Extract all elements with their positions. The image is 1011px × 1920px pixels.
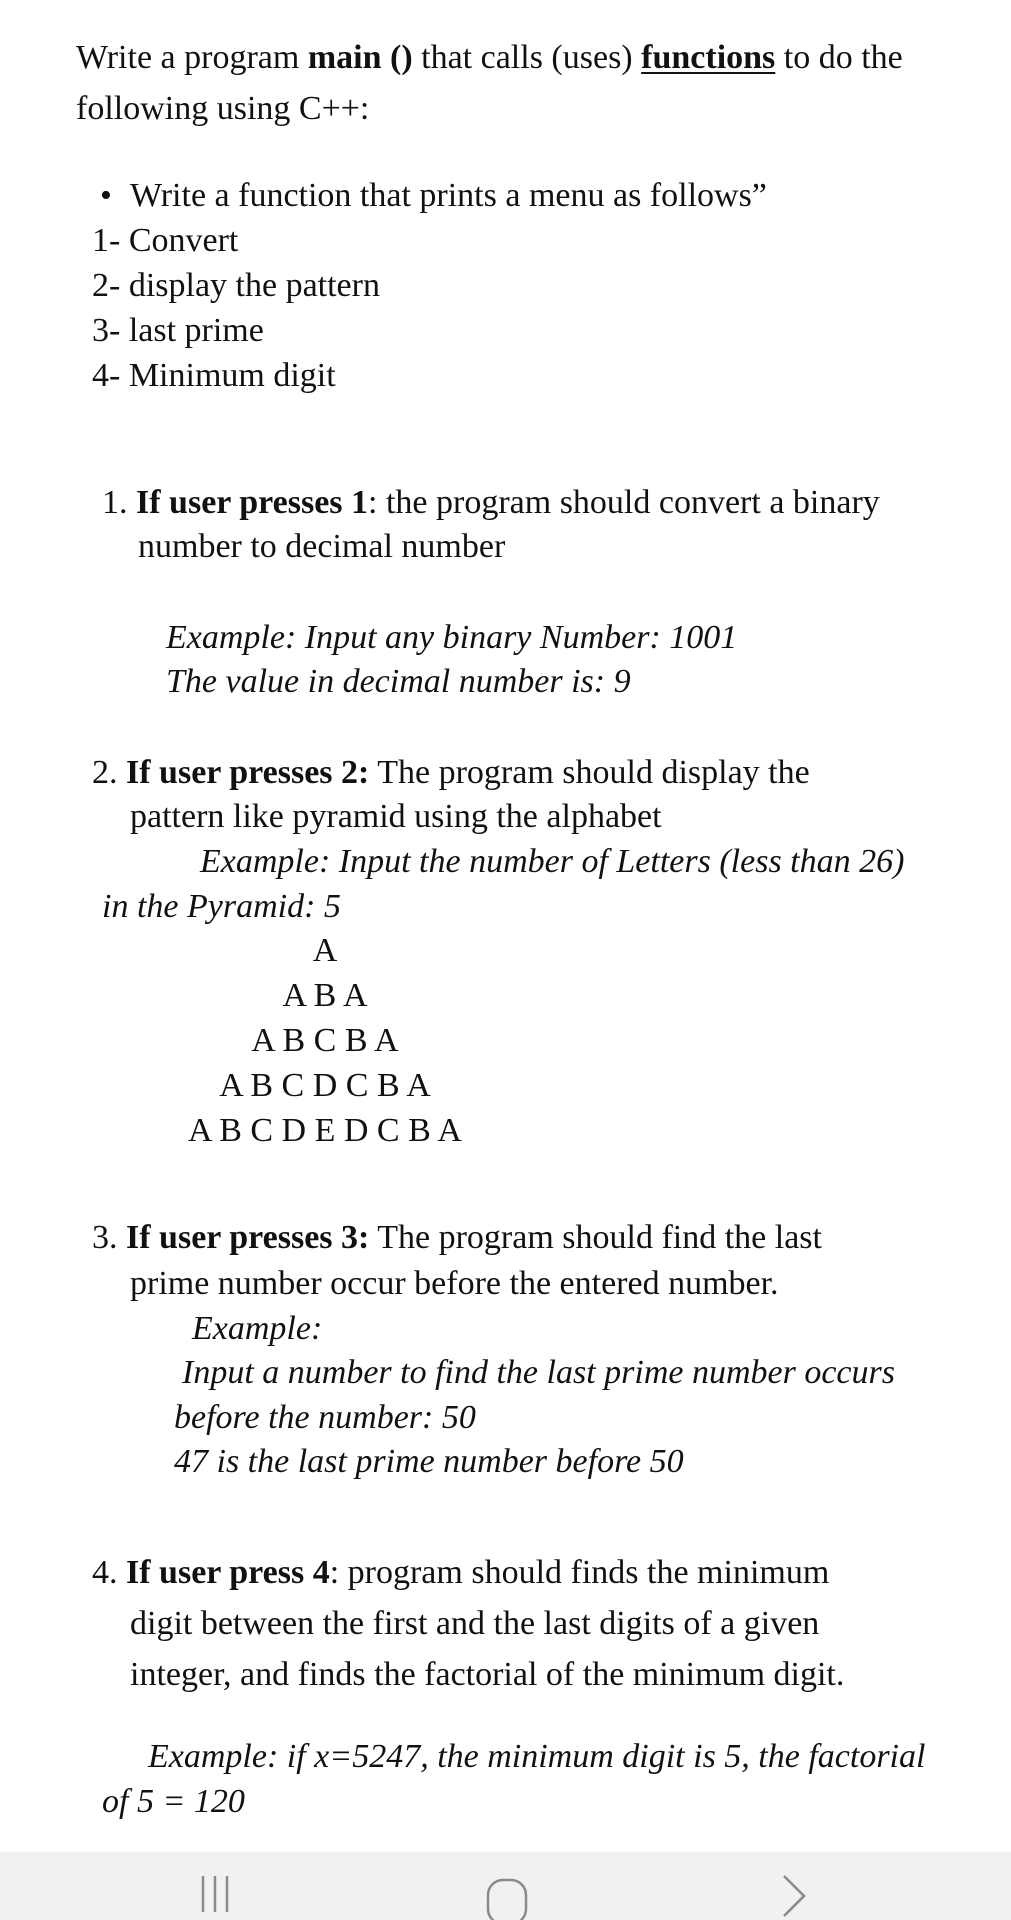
- task4-line-3: integer, and finds the factorial of the minimum digit.: [130, 1656, 845, 1693]
- task-number: 1.: [102, 484, 136, 521]
- alphabet-pyramid: [180, 928, 470, 1153]
- task2-example-2: in the Pyramid: 5: [102, 888, 341, 925]
- task-condition: If user presses 2:: [126, 754, 370, 791]
- home-icon: [477, 1872, 537, 1920]
- task-number: 4.: [92, 1554, 126, 1591]
- main-keyword: main (): [307, 39, 413, 76]
- task3-example-1: Input a number to find the last prime number occurs: [182, 1354, 895, 1391]
- system-navigation-bar: [0, 1852, 1011, 1920]
- menu-lead: Write a function that prints a menu as follows”: [130, 177, 767, 214]
- intro-text: that calls (uses): [412, 39, 642, 76]
- recent-apps-icon: [185, 1872, 245, 1920]
- intro-text: Write a program: [76, 39, 308, 76]
- pyramid-row: A B C D E D C B A: [188, 1112, 462, 1149]
- task-text: : the program should convert a binary: [368, 484, 880, 521]
- menu-item-convert: 1- Convert: [92, 222, 239, 259]
- task-condition: If user presses 1: [136, 484, 369, 521]
- task-condition: If user press 4: [126, 1554, 330, 1591]
- functions-keyword: functions: [641, 39, 776, 76]
- menu-item-minimum-digit: 4- Minimum digit: [92, 357, 336, 394]
- pyramid-row: A B C D C B A: [219, 1067, 431, 1104]
- intro-line-1: [76, 38, 903, 78]
- task4-heading: [92, 1553, 829, 1593]
- task1-example-2: The value in decimal number is: 9: [166, 663, 631, 700]
- pyramid-row: A B A: [282, 977, 368, 1014]
- menu-item-pattern: 2- display the pattern: [92, 267, 380, 304]
- task3-example-3: 47 is the last prime number before 50: [174, 1443, 684, 1480]
- back-button[interactable]: [770, 1872, 830, 1920]
- task3-example-label: Example:: [192, 1310, 323, 1347]
- task4-example-2: of 5 = 120: [102, 1783, 245, 1820]
- intro-text: to do the: [775, 39, 903, 76]
- recent-apps-button[interactable]: [185, 1872, 245, 1920]
- task-number: 3.: [92, 1219, 126, 1256]
- home-button[interactable]: [477, 1872, 537, 1920]
- task2-example-1: Example: Input the number of Letters (less than 26): [200, 843, 905, 880]
- task2-heading: [92, 753, 810, 793]
- task4-line-2: digit between the first and the last digits of a given: [130, 1605, 820, 1642]
- task1-example-1: Example: Input any binary Number: 1001: [166, 619, 738, 656]
- task1-heading: [102, 483, 880, 523]
- task3-example-2: before the number: 50: [174, 1399, 476, 1436]
- task3-heading: [92, 1218, 822, 1258]
- task2-line-2: pattern like pyramid using the alphabet: [130, 798, 662, 835]
- task3-line-2: prime number occur before the entered number.: [130, 1265, 779, 1302]
- task-text: The program should find the last: [369, 1219, 822, 1256]
- task-text: The program should display the: [369, 754, 810, 791]
- intro-line-2: following using C++:: [76, 90, 370, 127]
- task1-line-2: number to decimal number: [138, 528, 506, 565]
- menu-bullet: •: [100, 177, 112, 214]
- task-condition: If user presses 3:: [126, 1219, 370, 1256]
- pyramid-row: A: [312, 932, 338, 969]
- task-text: : program should finds the minimum: [329, 1554, 830, 1591]
- menu-item-last-prime: 3- last prime: [92, 312, 264, 349]
- task4-example-1: Example: if x=5247, the minimum digit is 5, the factorial: [148, 1738, 926, 1775]
- pyramid-row: A B C B A: [251, 1022, 399, 1059]
- back-icon: [770, 1872, 830, 1920]
- task-number: 2.: [92, 754, 126, 791]
